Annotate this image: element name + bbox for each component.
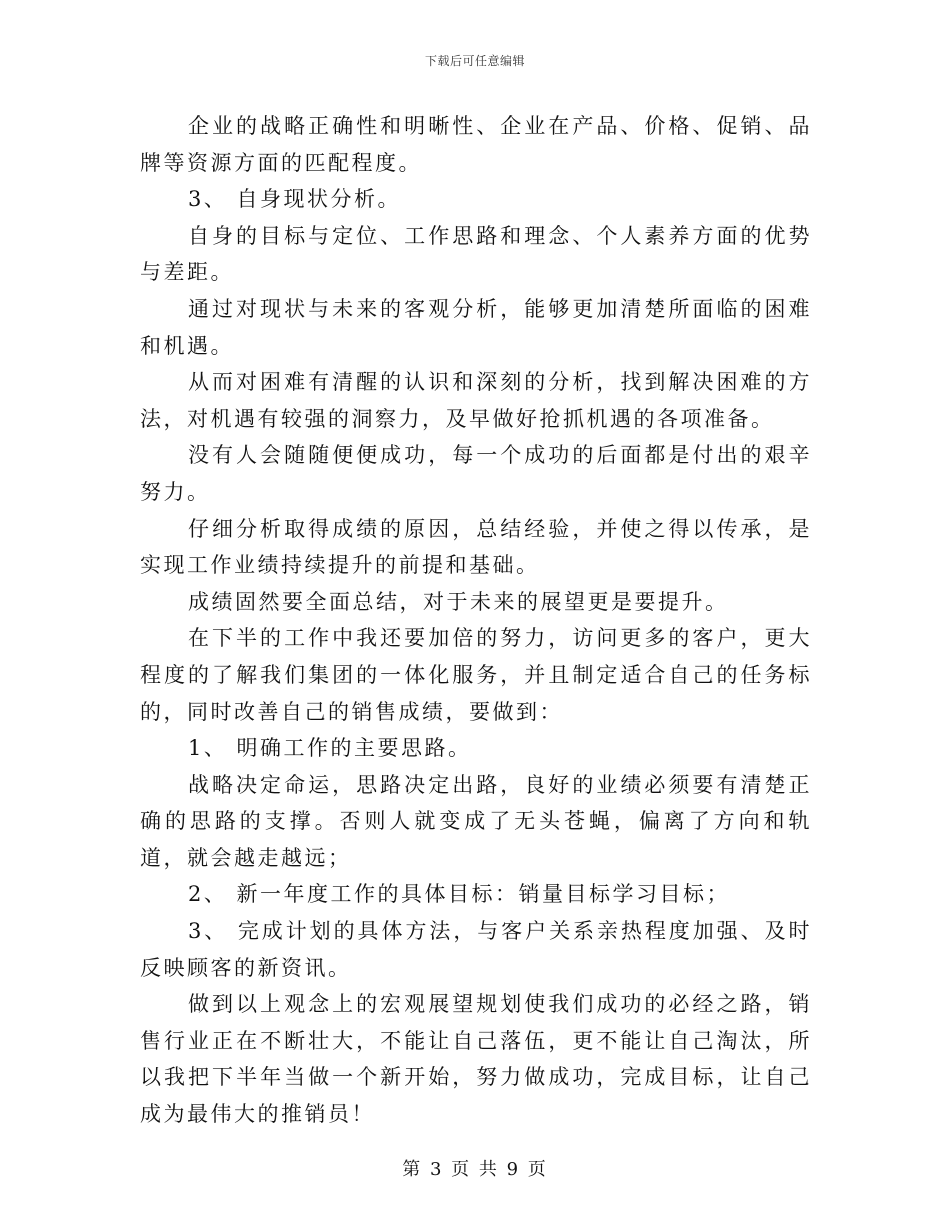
paragraph: 没有人会随随便便成功，每一个成功的后面都是付出的艰辛努力。	[140, 443, 812, 504]
paragraph: 在下半的工作中我还要加倍的努力，访问更多的客户，更大程度的了解我们集团的一体化服务，并且制定适合自己的任务标的，同时改善自己的销售成绩，要做到：	[140, 626, 812, 724]
paragraph: 战略决定命运，思路决定出路，良好的业绩必须要有清楚正确的思路的支撑。否则人就变成了无头苍蝇，偏离了方向和轨道，就会越走越远；	[140, 772, 812, 870]
paragraph: 企业的战略正确性和明晰性、企业在产品、价格、促销、品牌等资源方面的匹配程度。	[140, 114, 812, 175]
paragraph: 3、 自身现状分析。	[188, 187, 402, 212]
paragraph: 1、 明确工作的主要思路。	[188, 736, 472, 761]
paragraph: 自身的目标与定位、工作思路和理念、个人素养方面的优势与差距。	[140, 223, 812, 285]
paragraph: 成绩固然要全面总结，对于未来的展望更是要提升。	[188, 589, 729, 614]
paragraph: 从而对困难有清醒的认识和深刻的分析，找到解决困难的方法，对机遇有较强的洞察力，及早做好抢抓机遇的各项准备。	[140, 370, 812, 431]
body-text	[140, 108, 812, 1133]
page-header: 下载后可任意编辑	[424, 54, 525, 68]
paragraph: 2、 新一年度工作的具体目标：销量目标学习目标；	[188, 882, 731, 907]
paragraph: 仔细分析取得成绩的原因，总结经验，并使之得以传承，是实现工作业绩持续提升的前提和基础。	[140, 516, 812, 578]
paragraph: 做到以上观念上的宏观展望规划使我们成功的必经之路，销售行业正在不断壮大，不能让自己落伍，更不能让自己淘汰，所以我把下半年当做一个新开始，努力做成功，完成目标，让自己成为最伟大的推销员！	[140, 992, 812, 1127]
paragraph: 3、 完成计划的具体方法，与客户关系亲热程度加强、及时反映顾客的新资讯。	[140, 919, 812, 980]
page-footer: 第 3 页 共 9 页	[402, 1159, 548, 1180]
paragraph: 通过对现状与未来的客观分析，能够更加清楚所面临的困难和机遇。	[140, 296, 812, 358]
